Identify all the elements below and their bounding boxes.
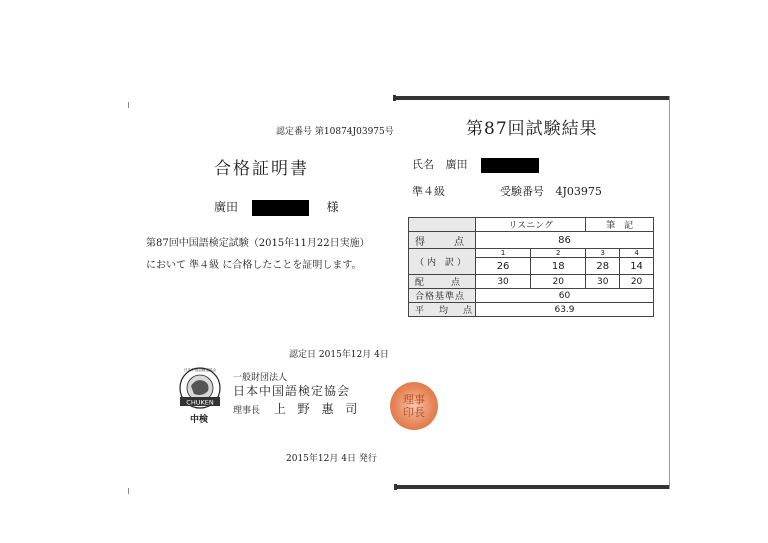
- cert-no-label: 認定番号: [276, 127, 313, 137]
- redacted-name: [481, 158, 539, 173]
- organization-name: 日本中国語検定協会: [233, 384, 351, 398]
- header-listening: リスニング: [476, 218, 586, 232]
- cert-date-label: 認定日: [289, 350, 317, 360]
- cert-no-value: 第10874J03975号: [314, 127, 394, 137]
- sheet-bottom-rule: [397, 485, 669, 489]
- chair-name: 上 野 惠 司: [273, 402, 362, 416]
- redacted-name: [252, 200, 309, 216]
- official-seal-icon: [390, 382, 438, 430]
- results-exam-number: [500, 183, 602, 199]
- allotment-value: 30: [476, 275, 531, 289]
- sheet-right-edge: [669, 96, 670, 489]
- header-blank: [409, 218, 476, 232]
- sheet-top-rule: [396, 96, 669, 100]
- logo-banner: CHUKEN: [186, 398, 214, 407]
- issue-label: 発行: [358, 454, 377, 464]
- issue-date: [286, 451, 377, 464]
- score-label: 得 点: [409, 232, 476, 249]
- certification-date: [289, 347, 389, 360]
- certificate-title: 合格証明書: [214, 159, 309, 179]
- certificate-exam-line: 第87回中国語検定試験（2015年11月22日実施）: [146, 238, 370, 249]
- section-score: 18: [531, 258, 586, 275]
- exam-no-label: 受験番号: [500, 185, 544, 198]
- recipient-name: 廣田: [214, 200, 239, 214]
- cert-date-value: 2015年12月 4日: [318, 350, 389, 360]
- section-score: 28: [586, 258, 620, 275]
- header-writing: 筆 記: [586, 218, 654, 232]
- logo-ring-text: 日本中国語検定協会: [183, 368, 217, 372]
- chairman-line: [233, 400, 361, 417]
- results-title: 第87回試験結果: [466, 119, 598, 139]
- allotment-label: 配 点: [409, 275, 476, 289]
- average-label: 平 均 点: [409, 303, 476, 317]
- results-name-value: 廣田: [445, 158, 468, 171]
- certificate-number: [276, 124, 394, 137]
- recipient-suffix: 様: [326, 200, 339, 214]
- logo-caption: 中検: [190, 415, 209, 425]
- chair-label: 理事長: [233, 406, 261, 416]
- section-score: 14: [620, 258, 654, 275]
- issue-date-value: 2015年12月 4日: [286, 454, 356, 464]
- section-number: 4: [620, 249, 654, 258]
- seal-text-top: 理事: [403, 393, 425, 406]
- section-number: 3: [586, 249, 620, 258]
- certificate-pass-line: において 準４級 に合格したことを証明します。: [146, 260, 362, 271]
- section-number: 2: [531, 249, 586, 258]
- breakdown-label: （内 訳）: [409, 249, 476, 275]
- pass-mark-value: 60: [476, 289, 654, 303]
- results-name-label: 氏名: [412, 158, 434, 171]
- exam-no-value: 4J03975: [555, 185, 602, 198]
- score-total: 86: [476, 232, 654, 249]
- results-grade: 準４級: [412, 185, 445, 198]
- average-value: 63.9: [476, 303, 654, 317]
- allotment-value: 30: [586, 275, 620, 289]
- certificate-recipient: [214, 198, 339, 216]
- results-name: [412, 156, 539, 173]
- score-table: [408, 217, 654, 317]
- allotment-value: 20: [531, 275, 586, 289]
- org-prefix: 一般財団法人: [233, 373, 288, 383]
- seal-text-bottom: 印長: [403, 406, 425, 419]
- section-number: 1: [476, 249, 531, 258]
- crop-mark: [128, 488, 129, 494]
- crop-mark: [128, 102, 129, 108]
- pass-mark-label: 合格基準点: [409, 289, 476, 303]
- section-score: 26: [476, 258, 531, 275]
- allotment-value: 20: [620, 275, 654, 289]
